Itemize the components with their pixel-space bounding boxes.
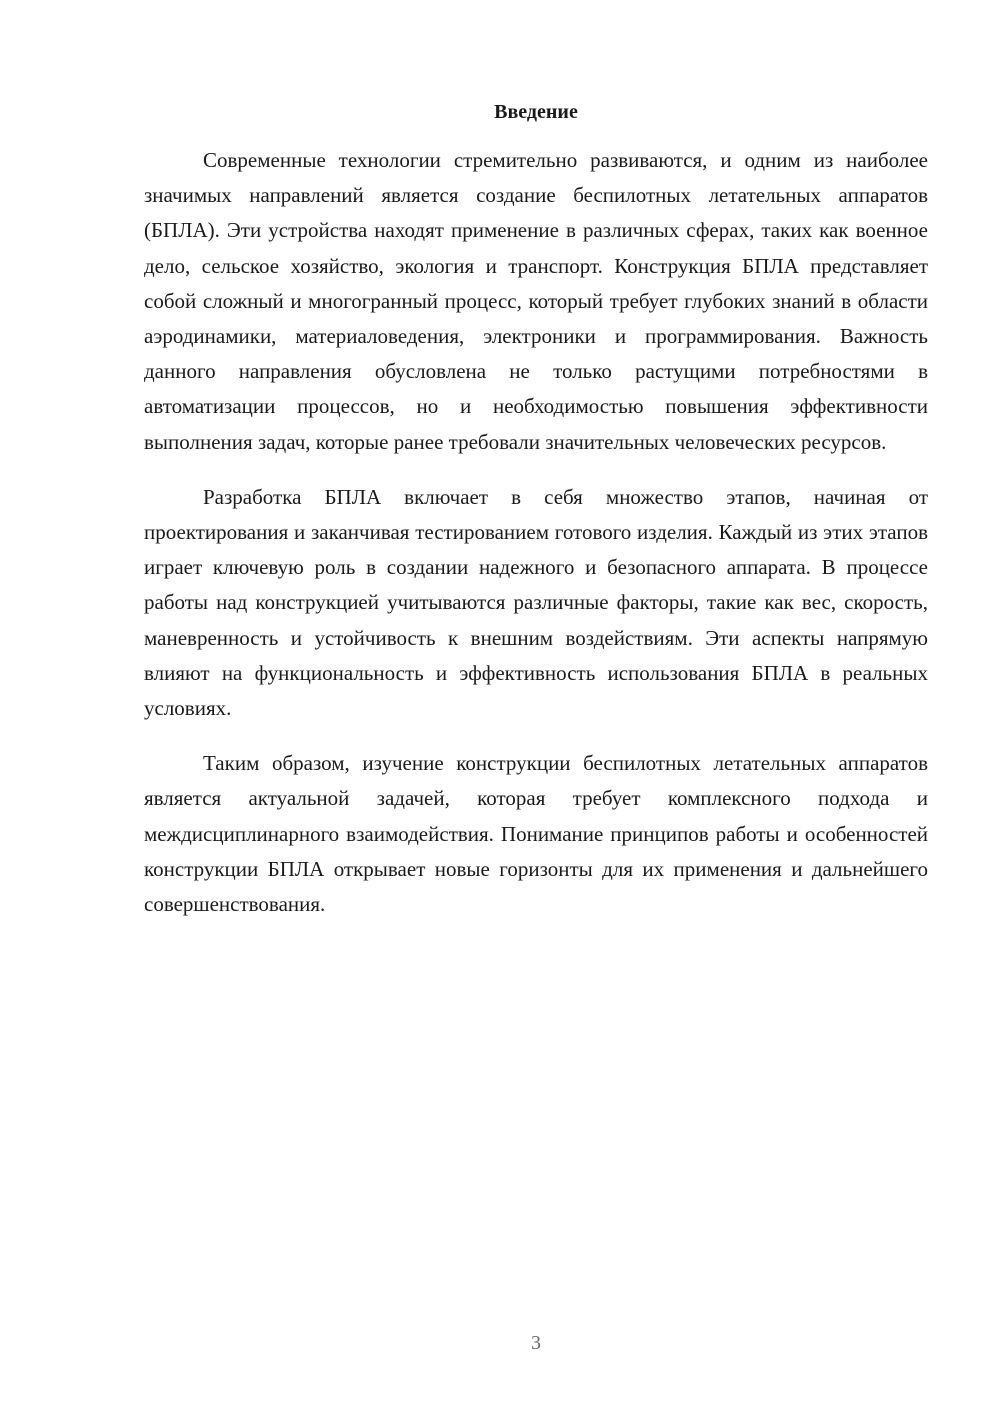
- paragraph-2: Разработка БПЛА включает в себя множество этапов, начиная от проектирования и заканчивая тестированием готового изделия. Каждый из этих этапов играет ключевую роль в создании надежного и безопасного аппарата. В процессе работы над конструкцией учитываются различные факторы, такие как вес, скорость, маневренность и устойчивость к внешним воздействиям. Эти аспекты напрямую влияют на функциональность и эффективность использования БПЛА в реальных условиях.: [144, 484, 928, 721]
- paragraph-3: Таким образом, изучение конструкции беспилотных летательных аппаратов является актуальной задачей, которая требует комплексного подхода и междисциплинарного взаимодействия. Понимание принципов работы и особенностей конструкции БПЛА открывает новые горизонты для их применения и дальнейшего совершенствования.: [144, 751, 928, 917]
- body-text: [144, 143, 928, 942]
- section-heading: Введение: [494, 101, 578, 123]
- paragraph-1: Современные технологии стремительно развиваются, и одним из наиболее значимых направлений является создание беспилотных летательных аппаратов (БПЛА). Эти устройства находят применение в различных сферах, таких как военное дело, сельское хозяйство, экология и транспорт. Конструкция БПЛА представляет собой сложный и многогранный процесс, который требует глубоких знаний в области аэродинамики, материаловедения, электроники и программирования. Важность данного направления обусловлена не только растущими потребностями в автоматизации процессов, но и необходимостью повышения эффективности выполнения задач, которые ранее требовали значительных человеческих ресурсов.: [144, 148, 928, 454]
- page-number: 3: [531, 1332, 541, 1354]
